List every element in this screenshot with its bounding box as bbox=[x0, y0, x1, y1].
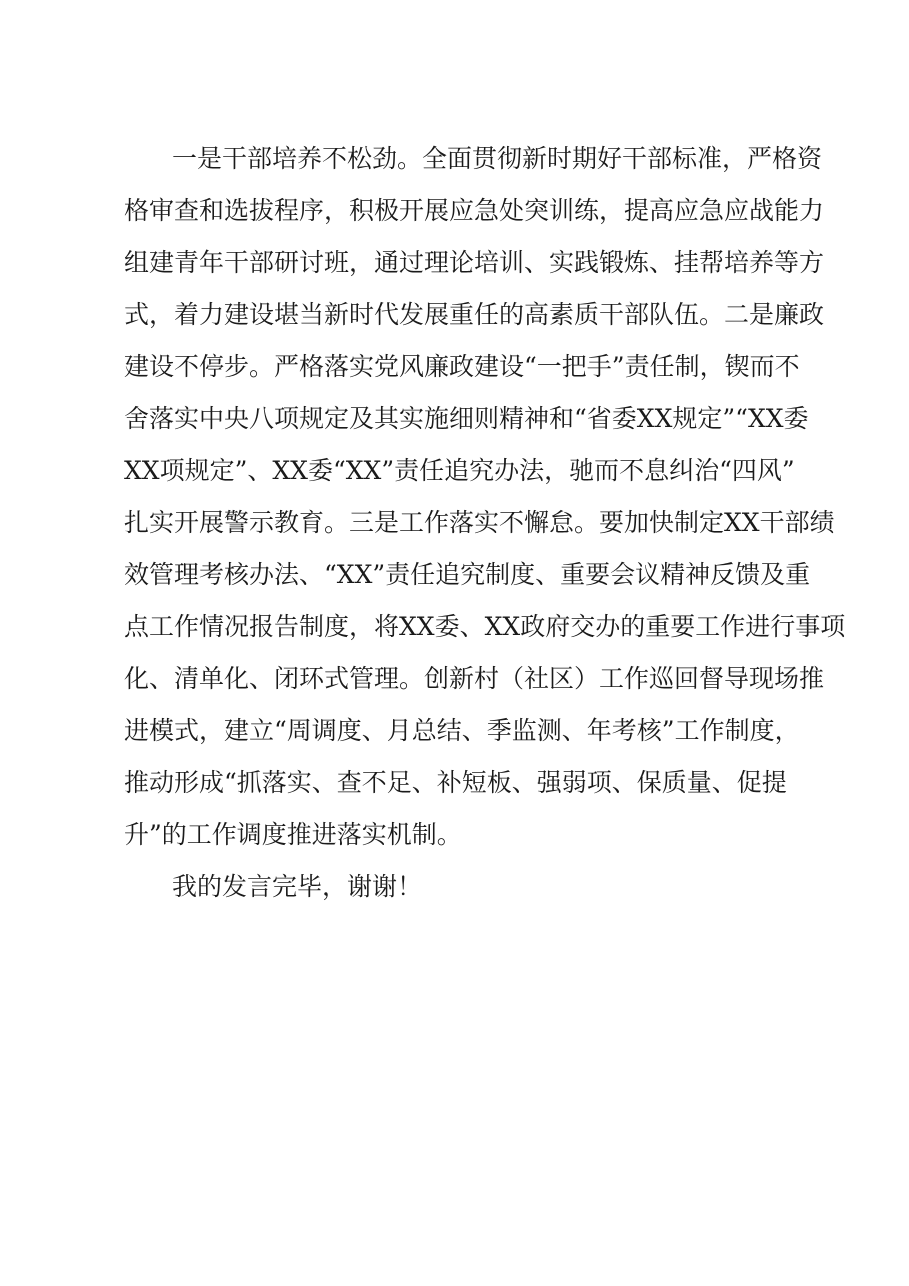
text-line: 扎实开展警示教育。三是工作落实不懈怠。要加快制定XX干部绩 bbox=[124, 508, 835, 537]
text-line: XX项规定”、XX委“XX”责任追究办法，驰而不息纠治“四风” bbox=[124, 456, 795, 485]
text-line: 式，着力建设堪当新时代发展重任的高素质干部队伍。二是廉政 bbox=[124, 300, 825, 329]
closing-line: 我的发言完毕，谢谢！ bbox=[172, 872, 423, 901]
text-line: 升”的工作调度推进落实机制。 bbox=[124, 820, 462, 849]
text-line: 点工作情况报告制度，将XX委、XX政府交办的重要工作进行事项 bbox=[124, 612, 846, 641]
text-line: 建设不停步。严格落实党风廉政建设“一把手”责任制，锲而不 bbox=[124, 352, 800, 381]
text-line: 组建青年干部研讨班，通过理论培训、实践锻炼、挂帮培养等方 bbox=[124, 248, 825, 277]
text-line: 化、清单化、闭环式管理。创新村（社区）工作巡回督导现场推 bbox=[124, 664, 825, 693]
text-line: 格审查和选拔程序，积极开展应急处突训练，提高应急应战能力 bbox=[124, 196, 825, 225]
text-line: 一是干部培养不松劲。全面贯彻新时期好干部标准，严格资 bbox=[172, 144, 823, 173]
text-line: 效管理考核办法、“XX”责任追究制度、重要会议精神反馈及重 bbox=[124, 560, 811, 589]
text-line: 进模式，建立“周调度、月总结、季监测、年考核”工作制度， bbox=[124, 716, 800, 745]
text-line: 推动形成“抓落实、查不足、补短板、强弱项、保质量、促提 bbox=[124, 768, 787, 797]
text-line: 舍落实中央八项规定及其实施细则精神和“省委XX规定”“XX委 bbox=[124, 404, 809, 433]
